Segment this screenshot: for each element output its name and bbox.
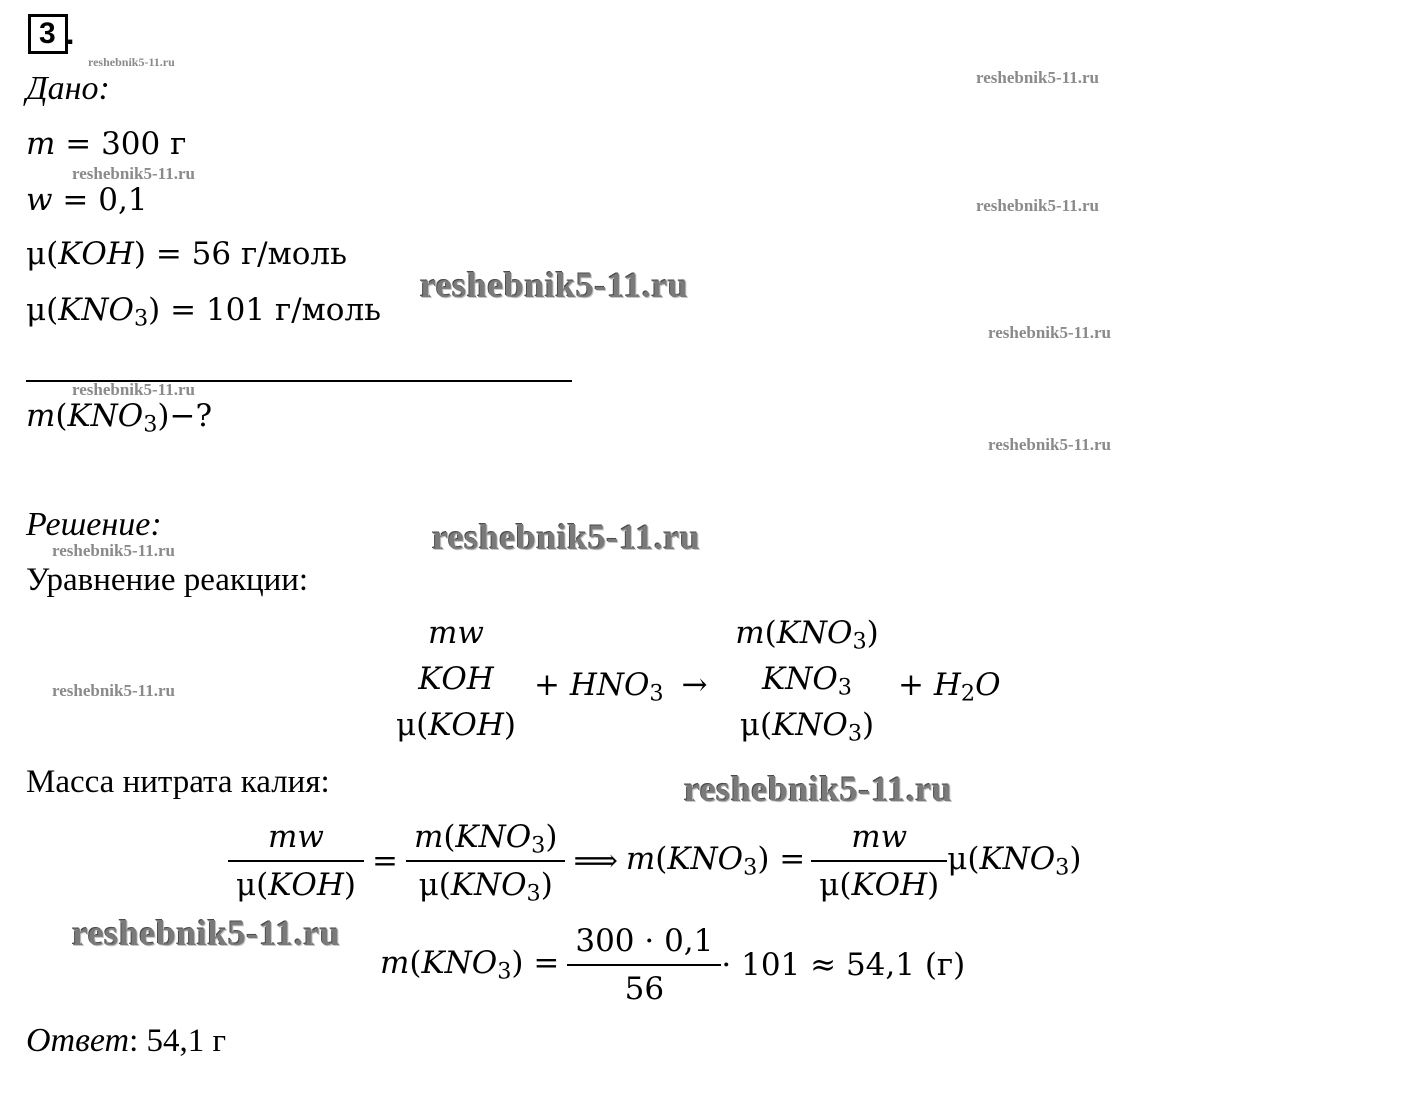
eq1-lhs <box>626 841 805 881</box>
h2o-b: 𝑂 <box>975 667 1001 703</box>
f2-den-sub: 3 <box>526 880 541 907</box>
kno3-bottom-a: μ(𝐾𝑁𝑂 <box>739 707 848 743</box>
reaction-arrow: → <box>681 667 708 703</box>
eq2-lhs-sub: 3 <box>497 958 512 985</box>
problem-number: 3 <box>39 17 56 50</box>
koh-top: 𝑚𝑤 <box>428 615 484 651</box>
find-sub: 3 <box>143 411 158 438</box>
molar-kno3-sub: 3 <box>133 305 149 332</box>
f2-den-b: ) <box>540 867 553 903</box>
eq1-tail-sub: 3 <box>1055 854 1070 881</box>
problem-number-dot: . <box>66 18 75 51</box>
f3-num: 𝑚𝑤 <box>851 819 908 855</box>
watermark: reshebnik5-11.ru <box>976 68 1099 87</box>
watermark: reshebnik5-11.ru <box>976 196 1099 215</box>
given-fraction: 𝑤 = 0,1 <box>26 182 148 218</box>
kno3-mid-sub: 3 <box>837 674 852 701</box>
f2-num-b: ) <box>545 819 558 855</box>
answer-line <box>26 1022 226 1060</box>
eq1-tail-a: μ(𝐾𝑁𝑂 <box>947 841 1056 878</box>
kno3-bottom-b: ) <box>862 707 875 743</box>
problem-number-box <box>28 14 68 54</box>
watermark: reshebnik5-11.ru <box>52 681 175 700</box>
watermark: reshebnik5-11.ru <box>88 55 175 69</box>
koh-bottom: μ(𝐾𝑂𝐻) <box>396 707 516 743</box>
watermark-large: reshebnik5-11.ru <box>420 265 689 305</box>
watermark: reshebnik5-11.ru <box>988 435 1111 454</box>
eq2-lhs-a: 𝑚(𝐾𝑁𝑂 <box>380 945 498 982</box>
eq1-equals: = <box>371 843 398 879</box>
eq2-den: 56 <box>624 971 665 1007</box>
eq2-lhs <box>380 945 559 985</box>
reaction-kno3-stack <box>712 610 902 748</box>
kno3-top-sub: 3 <box>852 628 867 655</box>
eq1-lhs-a: 𝑚(𝐾𝑁𝑂 <box>625 841 744 878</box>
f2-num <box>406 814 566 860</box>
f1-den: μ(𝐾𝑂𝐻) <box>236 867 356 903</box>
reaction-plus-h2o <box>898 662 1001 717</box>
watermark-large: reshebnik5-11.ru <box>72 913 341 953</box>
watermark-large: reshebnik5-11.ru <box>684 769 953 809</box>
kno3-top <box>735 610 879 656</box>
given-molar-koh <box>26 236 347 272</box>
watermark: reshebnik5-11.ru <box>52 541 175 560</box>
fraction-mw-over-mukoh <box>228 814 364 908</box>
mass-label: Масса нитрата калия: <box>26 764 330 800</box>
find-question: )−? <box>157 398 213 434</box>
watermark: reshebnik5-11.ru <box>72 164 195 183</box>
eq1-lhs-sub: 3 <box>743 854 758 881</box>
molar-kno3-lhs: μ(𝐾𝑁𝑂 <box>26 292 134 328</box>
f2-num-a: 𝑚(𝐾𝑁𝑂 <box>413 819 532 855</box>
kno3-bottom <box>740 702 874 748</box>
molar-koh-lhs: μ(𝐾𝑂𝐻) <box>26 236 146 272</box>
kno3-top-a: 𝑚(𝐾𝑁𝑂 <box>735 615 853 651</box>
fraction-mkno3-over-mukno3 <box>406 814 566 908</box>
hno3-sub: 3 <box>649 680 664 707</box>
answer-value: : 54,1 г <box>129 1023 227 1059</box>
given-heading: Дано: <box>26 70 110 107</box>
fraction-numeric <box>567 918 721 1012</box>
eq2-lhs-b: ) = <box>511 945 560 982</box>
fraction-mw-over-mukoh-2 <box>811 814 947 908</box>
find-line <box>26 398 212 438</box>
find-lhs: 𝑚(𝐾𝑁𝑂 <box>26 398 144 434</box>
f3-den: μ(𝐾𝑂𝐻) <box>819 867 940 903</box>
watermark-large: reshebnik5-11.ru <box>432 517 701 557</box>
hno3-formula: + 𝐻𝑁𝑂 <box>534 667 650 703</box>
reaction-label: Уравнение реакции: <box>26 562 309 598</box>
kno3-formula <box>762 656 852 702</box>
eq1-lhs-b: ) = <box>757 841 806 878</box>
f2-den <box>411 862 561 908</box>
f2-den-a: μ(𝐾𝑁𝑂 <box>418 867 527 903</box>
eq2-num: 300 · 0,1 <box>575 923 714 959</box>
h2o-sub: 2 <box>960 680 976 707</box>
given-molar-kno3 <box>26 292 381 332</box>
reaction-koh-stack <box>376 610 536 748</box>
equation-proportion <box>228 814 1081 908</box>
watermark: reshebnik5-11.ru <box>72 380 195 399</box>
h2o-a: + 𝐻 <box>898 667 961 703</box>
eq1-tail <box>947 841 1081 881</box>
kno3-bottom-sub: 3 <box>847 720 863 747</box>
molar-koh-rhs: = 56 г/моль <box>155 236 347 272</box>
f2-num-sub: 3 <box>531 832 546 859</box>
molar-kno3-close: ) <box>148 292 161 328</box>
given-mass: 𝑚 = 300 г <box>26 126 187 162</box>
answer-label: Ответ <box>26 1022 130 1059</box>
koh-formula: 𝐾𝑂𝐻 <box>418 661 494 697</box>
molar-kno3-rhs: = 101 г/моль <box>170 292 382 328</box>
implies-arrow: ⟹ <box>573 843 618 879</box>
equation-calculation <box>380 918 965 1012</box>
solution-heading: Решение: <box>26 506 162 543</box>
f1-num: 𝑚𝑤 <box>268 819 324 855</box>
kno3-top-b: ) <box>866 615 879 651</box>
eq1-tail-b: ) <box>1069 841 1082 878</box>
watermark: reshebnik5-11.ru <box>988 323 1111 342</box>
reaction-plus-hno3 <box>534 662 715 717</box>
kno3-mid-a: 𝐾𝑁𝑂 <box>762 661 838 697</box>
eq2-tail: · 101 ≈ 54,1 (г) <box>721 947 966 983</box>
